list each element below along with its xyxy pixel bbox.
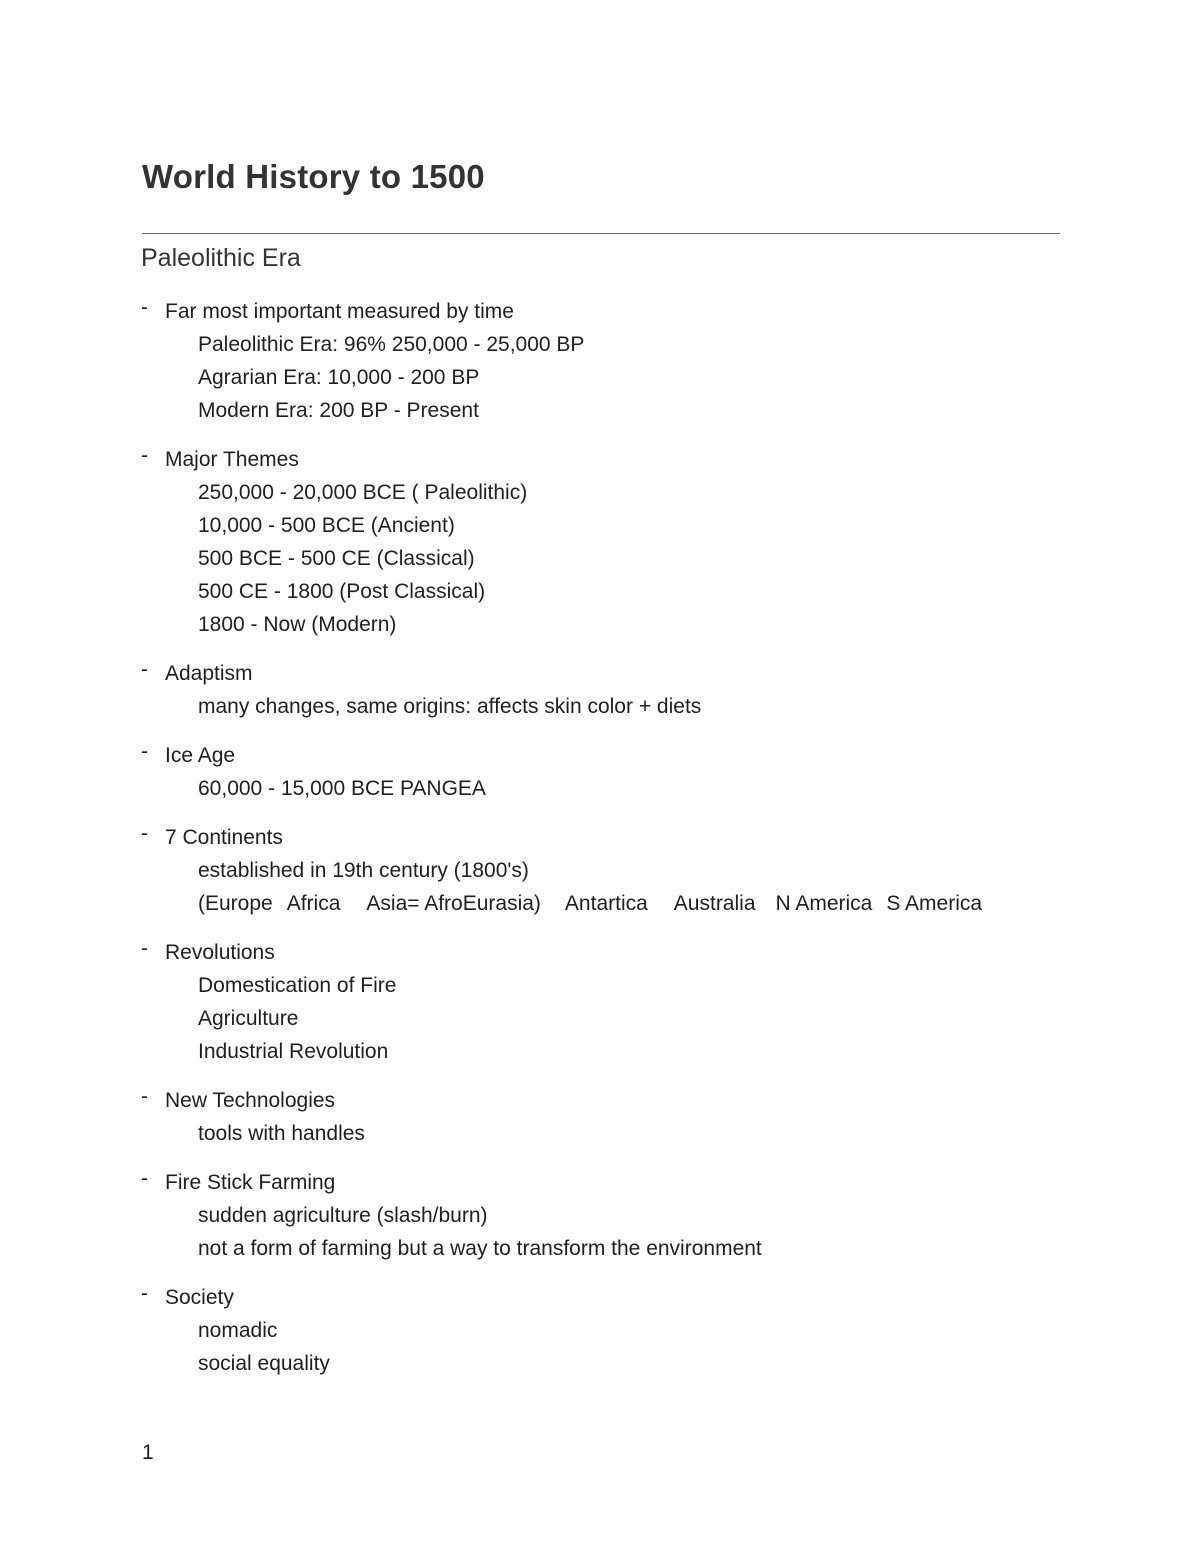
bullet-continents bbox=[141, 821, 1081, 920]
bullet-ice-age bbox=[141, 739, 1081, 805]
continent-name: S America bbox=[886, 892, 983, 915]
bullet-label: New Technologies bbox=[165, 1089, 336, 1112]
bullet-label: Far most important measured by time bbox=[165, 300, 514, 323]
sub-item: nomadic bbox=[198, 1319, 278, 1342]
sub-list bbox=[141, 690, 1081, 723]
bullet-major-themes bbox=[141, 443, 1081, 641]
dash-marker: - bbox=[141, 1167, 148, 1190]
sub-list bbox=[141, 1117, 1081, 1150]
bullet-label: 7 Continents bbox=[165, 826, 283, 849]
sub-item: not a form of farming but a way to transform the environment bbox=[198, 1237, 762, 1260]
document-title: World History to 1500 bbox=[142, 158, 485, 195]
sub-item: 60,000 - 15,000 BCE PANGEA bbox=[198, 777, 486, 800]
sub-item: 1800 - Now (Modern) bbox=[198, 613, 397, 636]
sub-list bbox=[141, 854, 1081, 920]
sub-item: many changes, same origins: affects skin color + diets bbox=[198, 695, 702, 718]
title-divider bbox=[142, 233, 1060, 234]
sub-item: Agriculture bbox=[198, 1007, 299, 1030]
sub-item: social equality bbox=[198, 1352, 330, 1375]
sub-list bbox=[141, 772, 1081, 805]
bullet-society bbox=[141, 1281, 1081, 1380]
continent-name: (Europe bbox=[198, 892, 273, 915]
dash-marker: - bbox=[141, 296, 148, 319]
dash-marker: - bbox=[141, 1085, 148, 1108]
notes-list bbox=[141, 295, 1081, 1396]
dash-marker: - bbox=[141, 444, 148, 467]
bullet-label: Revolutions bbox=[165, 941, 275, 964]
dash-marker: - bbox=[141, 658, 148, 681]
bullet-fire-stick-farming bbox=[141, 1166, 1081, 1265]
sub-item: Industrial Revolution bbox=[198, 1040, 389, 1063]
sub-item: tools with handles bbox=[198, 1122, 365, 1145]
dash-marker: - bbox=[141, 937, 148, 960]
continent-name: Asia= AfroEurasia) bbox=[366, 892, 541, 915]
continent-name: Antartica bbox=[564, 892, 648, 915]
section-heading: Paleolithic Era bbox=[141, 244, 301, 272]
sub-item: sudden agriculture (slash/burn) bbox=[198, 1204, 488, 1227]
sub-item: Domestication of Fire bbox=[198, 974, 397, 997]
continent-name: Australia bbox=[673, 892, 756, 915]
dash-marker: - bbox=[141, 1282, 148, 1305]
bullet-adaptism bbox=[141, 657, 1081, 723]
continent-row bbox=[198, 887, 1081, 920]
bullet-label: Society bbox=[165, 1286, 234, 1309]
bullet-revolutions bbox=[141, 936, 1081, 1068]
bullet-label: Major Themes bbox=[165, 448, 299, 471]
sub-item: Paleolithic Era: 96% 250,000 - 25,000 BP bbox=[198, 333, 585, 356]
bullet-time-measure bbox=[141, 295, 1081, 427]
dash-marker: - bbox=[141, 740, 148, 763]
sub-list bbox=[141, 1199, 1081, 1265]
sub-item: established in 19th century (1800's) bbox=[198, 859, 529, 882]
sub-item: Agrarian Era: 10,000 - 200 BP bbox=[198, 366, 480, 389]
sub-list bbox=[141, 328, 1081, 427]
sub-item: 10,000 - 500 BCE (Ancient) bbox=[198, 514, 455, 537]
bullet-label: Fire Stick Farming bbox=[165, 1171, 336, 1194]
sub-item: 500 BCE - 500 CE (Classical) bbox=[198, 547, 475, 570]
bullet-label: Adaptism bbox=[165, 662, 253, 685]
page-number: 1 bbox=[142, 1441, 154, 1464]
sub-list bbox=[141, 476, 1081, 641]
sub-item: 500 CE - 1800 (Post Classical) bbox=[198, 580, 486, 603]
bullet-label: Ice Age bbox=[165, 744, 236, 767]
sub-item: Modern Era: 200 BP - Present bbox=[198, 399, 479, 422]
dash-marker: - bbox=[141, 822, 148, 845]
sub-list bbox=[141, 969, 1081, 1068]
continent-name: N America bbox=[775, 892, 873, 915]
continent-name: Africa bbox=[286, 892, 341, 915]
sub-list bbox=[141, 1314, 1081, 1380]
sub-item: 250,000 - 20,000 BCE ( Paleolithic) bbox=[198, 481, 528, 504]
bullet-new-technologies bbox=[141, 1084, 1081, 1150]
